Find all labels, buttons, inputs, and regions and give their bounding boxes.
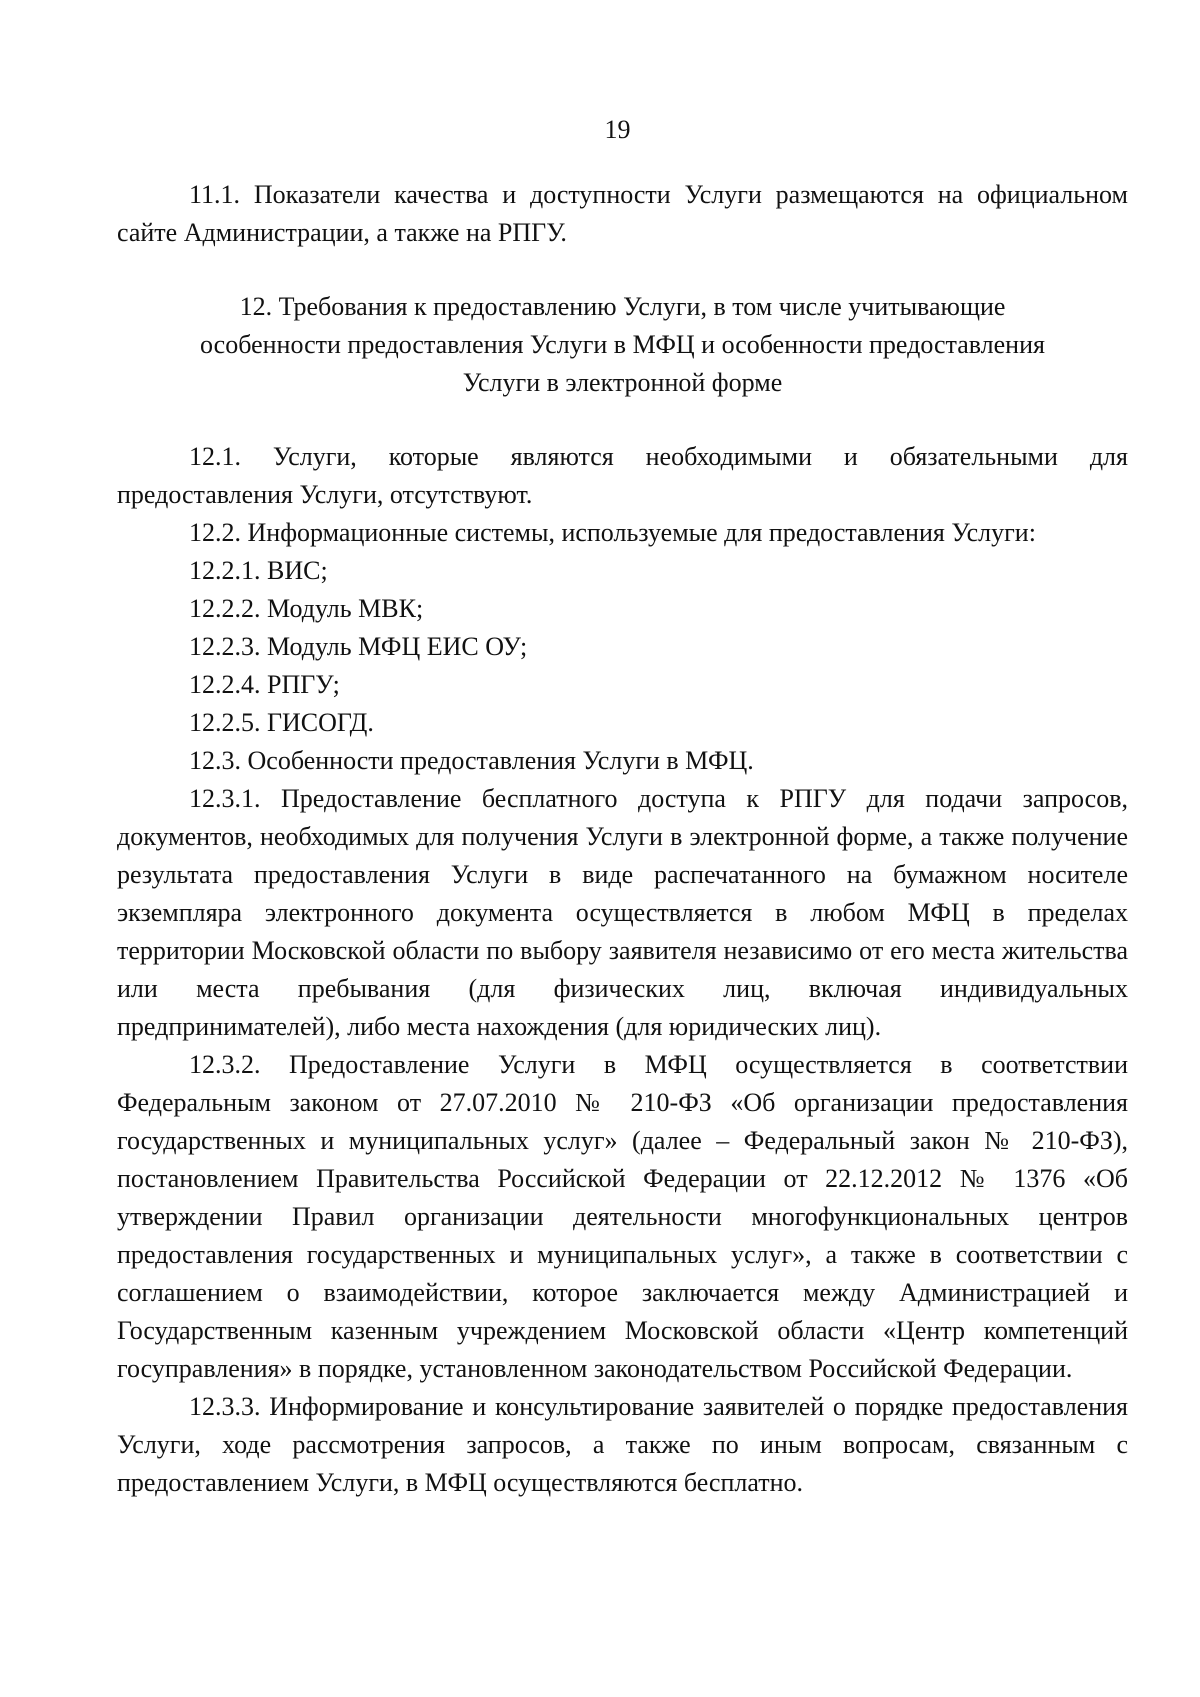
paragraph-12-2: 12.2. Информационные системы, используемые для предоставления Услуги: xyxy=(189,518,1036,547)
paragraph-12-3-1: 12.3.1. Предоставление бесплатного доступа к РПГУ для подачи запросов, документов, необходимых для получения Услуги в электронной форме, а также получение результата предоставления Услуги в виде распечатанного на бумажном носителе экземпляра электронного документа осуществляется в любом МФЦ в пределах территории Московской области по выбору заявителя независимо от его места жительства или места пребывания (для физических лиц, включая индивидуальных предпринимателей), либо места нахождения (для юридических лиц). xyxy=(117,784,1128,1041)
section-heading xyxy=(117,288,1128,402)
paragraph-12-3-3: 12.3.3. Информирование и консультирование заявителей о порядке предоставления Услуги, ходе рассмотрения запросов, а также по иным вопросам, связанным с предоставлением Услуги, в МФЦ осуществляются бесплатно. xyxy=(117,1392,1128,1497)
section-heading-line-1: 12. Требования к предоставлению Услуги, в том числе учитывающие xyxy=(239,292,1006,321)
section-heading-line-3: Услуги в электронной форме xyxy=(462,368,783,397)
paragraph-12-3-2: 12.3.2. Предоставление Услуги в МФЦ осуществляется в соответствии Федеральным законом от 27.07.2010 № 210-ФЗ «Об организации предоставления государственных и муниципальных услуг» (далее – Федеральный закон № 210-ФЗ), постановлением Правительства Российской Федерации от 22.12.2012 № 1376 «Об утверждении Правил организации деятельности многофункциональных центров предоставления государственных и муниципальных услуг», а также в соответствии с соглашением о взаимодействии, которое заключается между Администрацией и Государственным казенным учреждением Московской области «Центр компетенций госуправления» в порядке, установленном законодательством Российской Федерации. xyxy=(117,1050,1128,1383)
paragraph-11-1: 11.1. Показатели качества и доступности Услуги размещаются на официальном сайте Администрации, а также на РПГУ. xyxy=(117,180,1128,247)
page-number: 19 xyxy=(604,115,631,144)
paragraph-12-2-3: 12.2.3. Модуль МФЦ ЕИС ОУ; xyxy=(189,632,528,661)
paragraph-12-2-4: 12.2.4. РПГУ; xyxy=(189,670,340,699)
paragraph-12-2-5: 12.2.5. ГИСОГД. xyxy=(189,708,374,737)
paragraph-12-2-1: 12.2.1. ВИС; xyxy=(189,556,328,585)
section-heading-line-2: особенности предоставления Услуги в МФЦ и особенности предоставления xyxy=(200,330,1045,359)
document-body xyxy=(117,176,1128,1502)
paragraph-12-2-2: 12.2.2. Модуль МВК; xyxy=(189,594,424,623)
paragraph-12-1: 12.1. Услуги, которые являются необходимыми и обязательными для предоставления Услуги, отсутствуют. xyxy=(117,442,1128,509)
paragraph-12-3: 12.3. Особенности предоставления Услуги в МФЦ. xyxy=(189,746,754,775)
